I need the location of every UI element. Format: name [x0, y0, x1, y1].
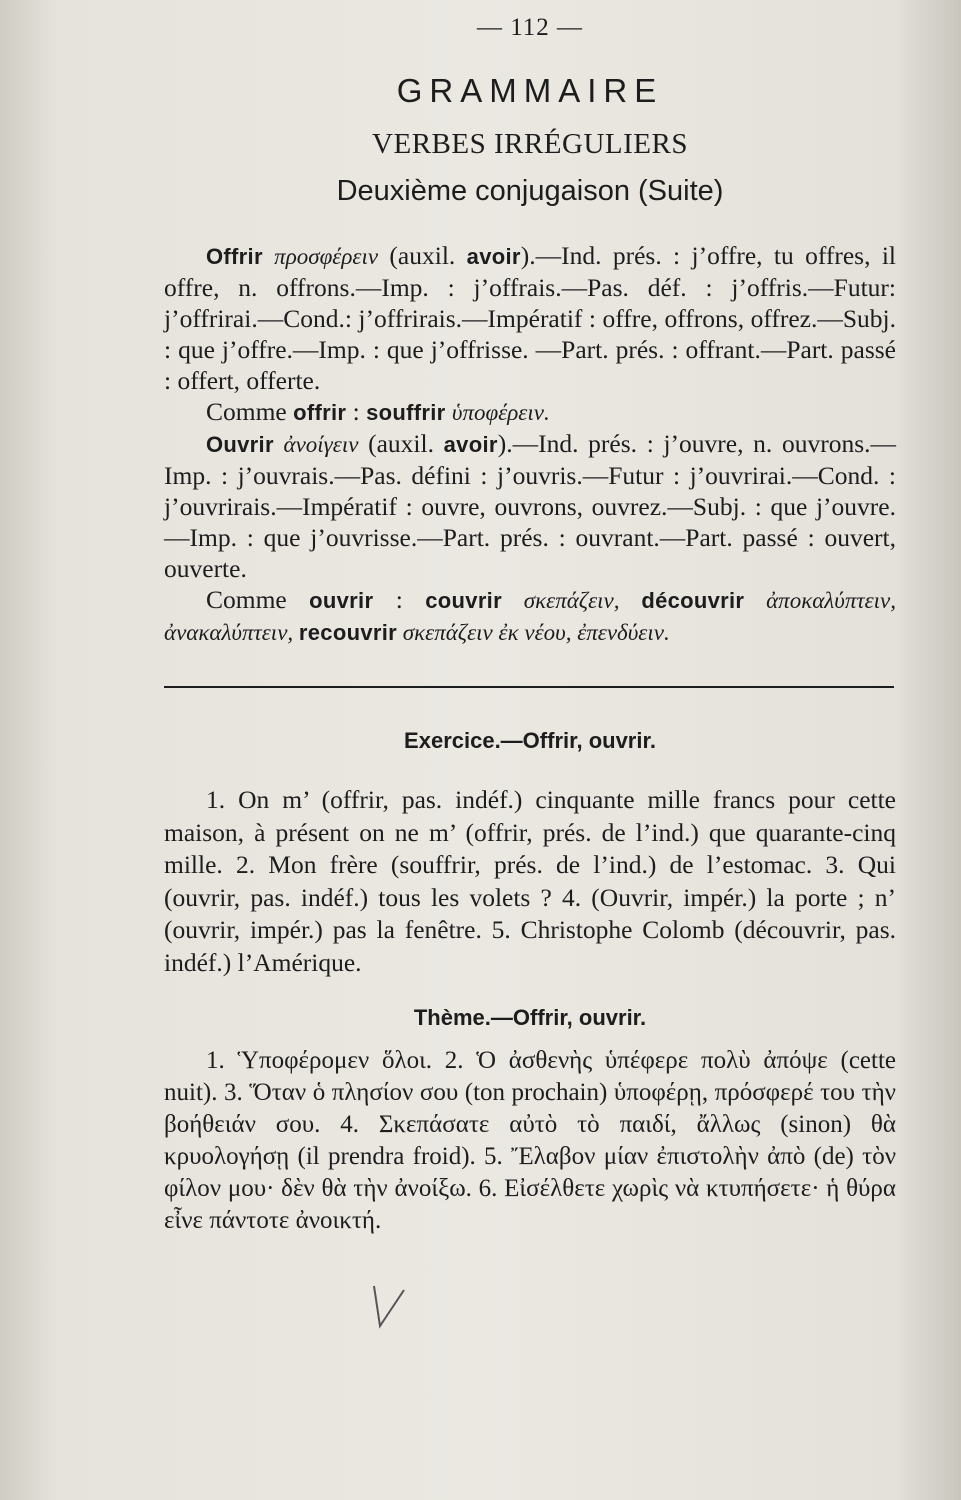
greek-term: ἀποκαλύπτειν, ἀνακαλύπτειν, — [164, 588, 896, 645]
offrir-paragraph — [164, 240, 896, 396]
verb-keyword: ouvrir — [309, 588, 374, 613]
ouvrir-paragraph — [164, 428, 896, 584]
greek-term: σκεπάζειν, — [501, 588, 642, 613]
horizontal-divider — [164, 686, 894, 688]
exercise-text: 1. On m’ (offrir, pas. indéf.) cinquante mille francs pour cette maison, à présent on ne m’ (offrir, prés. de l’ind.) que quarante-cinq mille. 2. Mon frère (souffrir, prés. de l’ind.) de l’estomac. 3. Qui (ouvrir, pas. indéf.) tous les volets ? 4. (Ouvrir, impér.) la porte ; n’ (ouvrir, impér.) pas la fenêtre. 5. Christophe Colomb (découvrir, pas. indéf.) l’Amérique. — [164, 785, 896, 977]
verb-keyword: Ouvrir — [206, 432, 274, 457]
greek-term: σκεπάζειν ἐκ νέου, ἐπενδύειν. — [397, 620, 670, 645]
verb-keyword: découvrir — [641, 588, 745, 613]
verb-keyword: recouvrir — [298, 620, 397, 645]
text-run: : — [373, 585, 426, 614]
verb-keyword: souffrir — [366, 400, 446, 425]
greek-term: ὑποφέρειν. — [451, 400, 550, 425]
text-run: : — [346, 397, 367, 426]
verb-keyword: couvrir — [425, 588, 502, 613]
conjugation-text: ).—Ind. prés. : j’ouvre, n. ouvrons.—Imp. : j’ouvrais.—Pas. défini : j’ouvris.—Futur : j’ouvrirai.—Cond. : j’ouvrirais.—Impératif : ouvre, ouvrons, ouvrez.—Subj. : que j’ouvre.—Imp. : que j’ouvrisse.—Part. prés. : ouvrant.—Part. passé : ouvert, ouverte. — [164, 429, 896, 583]
exercise-title: Exercice.—Offrir, ouvrir. — [404, 728, 656, 753]
theme-text: 1. Ὑποφέρομεν ὅλοι. 2. Ὁ ἀσθενὴς ὑπέφερε πολὺ ἀπόψε (cette nuit). 3. Ὅταν ὁ πλησίον σου (ton prochain) ὑποφέρῃ, πρόσφερέ του τὴν βοήθειάν σου. 4. Σκεπάσατε αὐτὸ τὸ παιδί, ἄλλως (sinon) θὰ κρυολογήσῃ (il prendra froid). 5. Ἔλαβον μίαν ἐπιστολὴν ἀπὸ (de) τὸν φίλον μου· δὲν θὰ τὴν ἀνοίξω. 6. Εἰσέλθετε χωρὶς νὰ κτυπήσετε· ἡ θύρα εἶνε πάντοτε ἀνοικτή. — [164, 1046, 896, 1234]
comme-offrir-line — [164, 396, 896, 428]
page-number: — 112 — — [476, 14, 584, 41]
text-run: (auxil. — [358, 429, 444, 458]
page-content — [164, 14, 896, 1262]
verb-keyword: Offrir — [206, 244, 263, 269]
conjugation-text: ).—Ind. prés. : j’offre, tu offres, il offre, n. offrons.—Imp. : j’offrais.—Pas. déf. : j’offris.—Futur: j’offrirai.—Cond.: j’offrirais.—Impératif : offre, offrons, offrez.—Subj. : que j’offre.—Imp. : que j’offrisse. —Part. prés. : offrant.—Part. passé : offert, offerte. — [164, 241, 896, 395]
text-run: Comme — [206, 397, 294, 426]
auxiliary-keyword: avoir — [466, 244, 521, 269]
section-title: Deuxième conjugaison (Suite) — [336, 175, 724, 207]
text-run: Comme — [206, 585, 310, 614]
text-run: (auxil. — [378, 241, 467, 270]
greek-term: ἀνοίγειν — [283, 432, 359, 457]
comme-ouvrir-line — [164, 584, 896, 648]
verb-keyword: offrir — [293, 400, 347, 425]
auxiliary-keyword: avoir — [443, 432, 498, 457]
greek-term: προσφέρειν — [274, 244, 379, 269]
pencil-tick-mark — [370, 1282, 410, 1332]
page-title: GRAMMAIRE — [396, 72, 664, 109]
chapter-subtitle: VERBES IRRÉGULIERS — [372, 128, 688, 160]
theme-title: Thème.—Offrir, ouvrir. — [413, 1004, 647, 1030]
